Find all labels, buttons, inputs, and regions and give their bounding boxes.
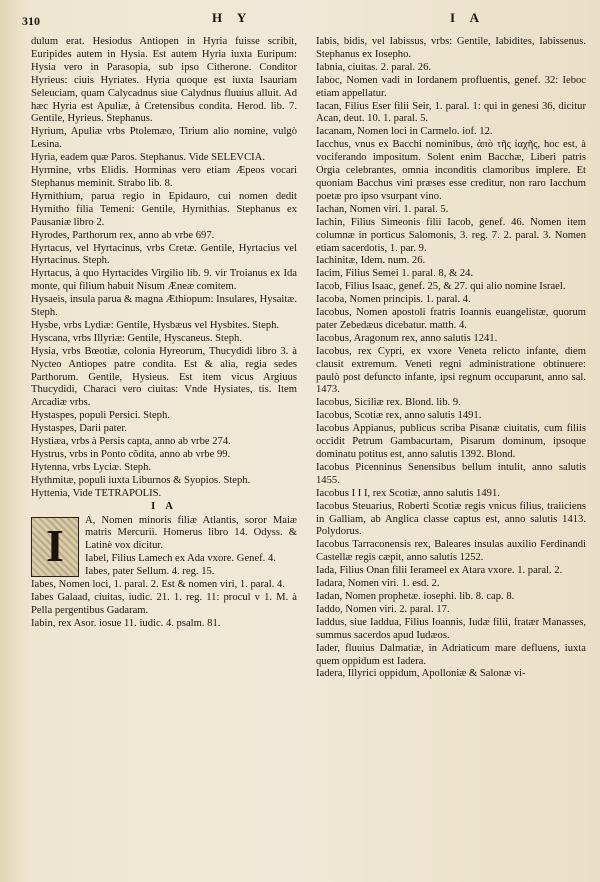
dictionary-entry: Iadera, Illyrici oppidum, Apolloniæ & Salonæ vi- [316, 668, 526, 680]
dictionary-entry: dulum erat. Hesiodus Antiopen in Hyria fuisse scribit, Euripides autem in Hysia. Est autem Hyria iuxta Euripum: Hysia vero in Parasopia, sub ipso Citherone. Conditor Hyrieus: ciuis Hyriates. Hyria quoque est iuxta Isauriam Seleuciam, quam Calycadnus siue Calydnus fluuius alluit. Ad hæc Hyria est Apuliæ, à Cretensibus condita. Herod. lib. 7. Gentile, Hyrieus. Stephanus. [31, 36, 297, 125]
dictionary-entry: Iabis, bidis, vel Iabissus, vrbs: Gentile, Iabidites, Iabissenus. Stephanus ex Iosepho. [316, 36, 586, 60]
dictionary-entry: Hyrtacus, vel Hyrtacinus, vrbs Cretæ. Gentile, Hyrtacius vel Hyrtacinus. Steph. [31, 242, 297, 267]
dictionary-entry: Iacobus, Aragonum rex, anno salutis 1241. [316, 332, 498, 344]
dictionary-entry: Iacoba, Nomen principis. 1. paral. 4. [316, 294, 471, 306]
dictionary-entry: Iaddus, siue Iaddua, Filius Ioannis, Iudæ filii, fratær Manasses, summus sacerdos apud Iudæos. [316, 616, 586, 641]
dictionary-entry: Hysaeis, insula parua & magna Æthiopum: Insulares, Hysaitæ. Steph. [31, 294, 297, 319]
dictionary-entry: Hyrodes, Parthorum rex, anno ab vrbe 697. [31, 229, 215, 241]
dictionary-entry: Hysbe, vrbs Lydiæ: Gentile, Hysbæus vel Hysbites. Steph. [31, 319, 280, 331]
dictionary-entry: Iadan, Nomen prophetæ. iosephi. lib. 8. cap. 8. [316, 590, 515, 602]
dictionary-entry: Iabnia, ciuitas. 2. paral. 26. [316, 61, 432, 73]
dictionary-entry: Hysia, vrbs Bœotiæ, colonia Hyreorum, Thucydidi libro 3. à Nycteo Antiopes patre condita. Est & alia, regia sedes Parthorum. Gentile, Hysieus. Est item vicus Argiuus Thucydidi, Characi vero ciuitas: Vnde Hysiates, tis. Item Arcadiæ vrbs. [31, 345, 297, 409]
dictionary-entry: Hyttenia, Vide TETRAPOLIS. [31, 487, 162, 499]
dictionary-entry: Hyrnithium, parua regio in Epidauro, cui nomen dedit Hyrnitho filia Temeni: Gentile, Hyrnithias. Stephanus ex Pausaniæ libro 2. [31, 190, 297, 228]
dictionary-entry: Hyrmine, vrbs Elidis. Horminas vero etiam Æpeos vocari Stephanus meminit. Strabo lib. 8. [31, 165, 297, 189]
dictionary-entry: A, Nomen minoris filiæ Atlantis, soror Maiæ matris Mercurii. Homerus libro 14. Odyss. & Latinè vox dicitur. [85, 514, 297, 552]
dictionary-entry: Hyrtacus, à quo Hyrtacides Virgilio lib. 9. vir Troianus ex Ida monte, qui filium habuit Nisum Æneæ comitem. [31, 268, 297, 293]
dictionary-entry: Iaboc, Nomen vadi in Iordanem profluentis, genef. 32: Ieboc etiam appellatur. [316, 74, 586, 99]
dictionary-entry: Iachinitæ, Idem. num. 26. [316, 255, 426, 267]
dictionary-entry: Iacobus, Nomen apostoli fratris Ioannis euangelistæ, quorum pater Zebedæus dicebatur. matth. 4. [316, 307, 586, 331]
header-letters-right: I A [450, 10, 485, 25]
dictionary-entry: Iabes, Nomen loci, 1. paral. 2. Est & nomen viri, 1. paral. 4. [31, 579, 285, 591]
header-letters-left: H Y [212, 10, 253, 25]
dictionary-entry: Hyria, eadem quæ Paros. Stephanus. Vide SELEVCIA. [31, 152, 265, 164]
dictionary-entry: Iacobus I I I, rex Scotiæ, anno salutis 1491. [316, 487, 500, 499]
dictionary-entry: Iadara, Nomen viri. 1. esd. 2. [316, 578, 440, 590]
left-column [31, 36, 297, 631]
page-number: 310 [22, 14, 40, 28]
dictionary-entry: Iader, fluuius Dalmatiæ, in Adriaticum mare defluens, iuxta quem oppidum est Iadera. [316, 642, 586, 667]
dictionary-entry: Iachin, Filius Simeonis filii Iacob, genef. 46. Nomen item columnæ in porticus Salomonis, 3. reg. 7. 2. paral. 3. Nomen etiam sacerdotis, 1. par. 9. [316, 216, 586, 254]
dictionary-entry: Iacobus Appianus, publicus scriba Pisanæ ciuitatis, cum filiis occidit Petrum Gambacurtam, Pisarum dominum, ipsoque dominatu potitus est, anno salutis 1392. Blond. [316, 423, 586, 460]
dictionary-entry: Iacim, Filius Semei 1. paral. 8, & 24. [316, 268, 474, 280]
decorated-initial: I [31, 517, 79, 577]
dictionary-entry: Iacobus Steuarius, Roberti Scotiæ regis vnicus filius, traiiciens in Galliam, ab Anglica classe captus est, anno salutis 1413. Polydorus. [316, 500, 586, 538]
dictionary-entry: Iachan, Nomen viri. 1. paral. 5. [316, 203, 449, 215]
dictionary-entry: Iaddo, Nomen viri. 2. paral. 17. [316, 603, 450, 615]
dictionary-entry: Hyscana, vrbs Illyriæ: Gentile, Hyscaneus. Steph. [31, 332, 242, 344]
dictionary-entry: Hytenna, vrbs Lyciæ. Steph. [31, 461, 152, 473]
dictionary-entry: Hystaspes, Darii pater. [31, 423, 127, 435]
dictionary-entry: Iabel, Filius Lamech ex Ada vxore. Genef. 4. [85, 553, 276, 565]
dictionary-entry: Hystrus, vrbs in Ponto cõdita, anno ab vrbe 99. [31, 449, 231, 460]
dictionary-entry: Iacobus, Scotiæ rex, anno salutis 1491. [316, 410, 482, 422]
running-header [22, 10, 578, 34]
dictionary-entry: Iacanam, Nomen loci in Carmelo. iof. 12. [316, 126, 493, 138]
dictionary-entry: Iada, Filius Onan filii Ierameel ex Atara vxore. 1. paral. 2. [316, 565, 563, 577]
dictionary-entry: Iabes Galaad, ciuitas, iudic. 21. 1. reg. 11: procul v 1. M. à Pella pergentibus Gadaram. [31, 591, 297, 616]
dictionary-entry: Hythmitæ, populi iuxta Liburnos & Syopios. Steph. [31, 474, 251, 486]
dictionary-entry: Hyrium, Apuliæ vrbs Ptolemæo, Tirium alio nomine, vulgò Lesina. [31, 126, 297, 151]
dictionary-entry: Iacchus, vnus ex Bacchi nominibus, ἀπὸ τῆς ἰαχῆς, hoc est, à vociferando impositum. Solent enim Bacchæ, Liberi patris Orgia celebrantes, omnia inconditis clamoribus implere. Et quoniam Bacchus vini præses esse creditur, non raro Iacchum poetæ pro ipso vsurpant vino. [316, 139, 586, 202]
dictionary-entry: Iacobus Picenninus Senensibus bellum intulit, anno salutis 1455. [316, 461, 586, 486]
dictionary-entry: Iacobus, rex Cypri, ex vxore Veneta relicto infante, diem clausit extremum. Veneti regni administratione obtinuere: paulò post defuncto infante, ipsi regnum occuparunt, anno sal. 1473. [316, 345, 586, 396]
right-column [316, 36, 586, 681]
dictionary-entry: Iacob, Filius Isaac, genef. 25, & 27. qui alio nomine Israel. [316, 281, 566, 293]
dictionary-entry: Iabes, pater Sellum. 4. reg. 15. [85, 566, 215, 578]
dictionary-entry: Hystiæa, vrbs à Persis capta, anno ab vrbe 274. [31, 436, 231, 448]
section-heading: I A [151, 500, 177, 512]
dictionary-entry: Iabin, rex Asor. iosue 11. iudic. 4. psalm. 81. [31, 617, 221, 629]
dictionary-entry: Hystaspes, populi Persici. Steph. [31, 410, 170, 422]
dictionary-entry: Iacan, Filius Eser filii Seir, 1. paral. 1: qui in genesi 36, dicitur Acan, deut. 10. 1. paral. 5. [316, 100, 586, 125]
dictionary-entry: Iacobus, Siciliæ rex. Blond. lib. 9. [316, 397, 461, 409]
dictionary-entry: Iacobus Tarraconensis rex, Baleares insulas auxilio Ferdinandi Castellæ regis cæpit, anno salutis 1252. [316, 539, 586, 564]
